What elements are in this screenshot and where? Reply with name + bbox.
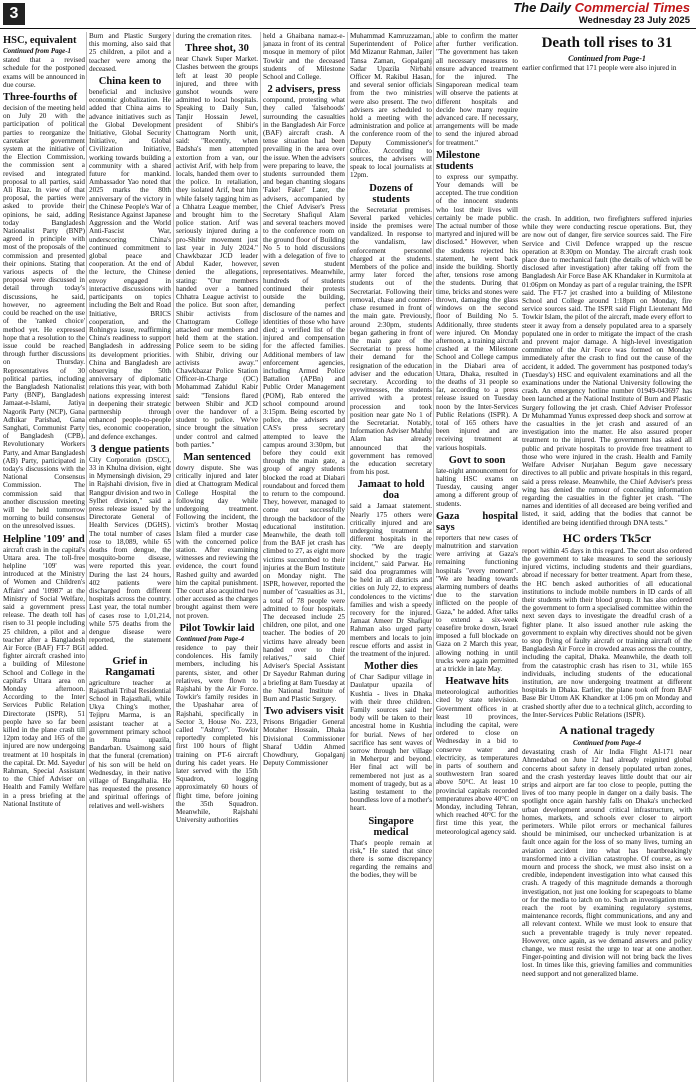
continued-label: Continued from Page-1 <box>3 47 72 55</box>
headline-man-sentenced: Man sentenced <box>183 451 251 463</box>
column-3 <box>176 32 258 1082</box>
wide-story <box>522 215 692 1080</box>
headline-milestone-students: Milestone students <box>436 149 480 172</box>
article-text: stated that a revised schedule for the postponed exams will be announced in due course. <box>3 56 85 89</box>
headline-china: China keen to <box>98 76 162 88</box>
column-4 <box>263 32 345 1082</box>
headline-mother-dies: Mother dies <box>364 661 418 673</box>
headline-govt-to-soon: Govt to soon <box>448 454 506 466</box>
headline-rangamati: Grief in Rangamati <box>105 655 155 678</box>
article-text: beneficial and inclusive economic globalization. He added that China aims to advance initiatives such as the Global Development Initiative, Global Security Initiative, and Global Civilization Initiative, working towards building a community with a shared future for mankind. Ambassador Yao noted that 2025 marks the 80th anniversary of the victory in the Chinese People's War of Resistance Against Japanese Aggression and the World Anti-Fascist War, underscoring China's continued commitment to global peace and cooperation. At the end of the lecture, the Chinese envoy engaged in interactive discussions with participants on topics including the Belt and Road Initiative, BRICS cooperation, and the Rohingya issue, reaffirming China's readiness to support Bangladesh in addressing its development priorities. China and Bangladesh are observing the 50th anniversary of diplomatic relations this year, with both nations expressing interest in deepening their strategic partnership through enhanced people-to-people ties, economic cooperation, and defence exchanges. <box>89 88 171 441</box>
continued-label: Continued from Page-1 <box>568 54 646 63</box>
article-text: reporters that new cases of malnutrition and starvation were arriving at Gaza's remaining functioning hospitals "every moment". "We are heading towards alarming numbers of deaths due to the starvation inflicted on the people of Gaza," he added. After talks to extend a six-week ceasefire broke down, Israel imposed a full blockade on Gaza on 2 March this year, allowing nothing in until trucks were again permitted at a trickle in late May. <box>436 533 518 674</box>
article-text: aircraft crash in the capital's Uttara area. The toll-free helpline '109' was introduced at the Ministry of Women and Children's Affairs' and '10987' at the Ministry of Social Welfare, said a government press release. The death toll has risen to 31 people including 25 children, a pilot and a teacher after a Bangladesh Air Force (BAF) FT-7 BGI fighter aircraft crashed into a building of Milestone School and College in the capital's Uttara area on Monday afternoon. According to the Inter Services Public Relation Directorate (ISPR), 51 people have so far been killed in the plane crash till 12pm today and 165 of the injured are now undergoing treatment at 10 hospitals in the capital. Dr. Md. Sayedur Rahman, Special Assistant to the Chief Adviser on Health and Family Welfare in a press briefing at the National Institute of <box>3 545 85 808</box>
headline-helpline: Helpline '109' and <box>3 533 85 545</box>
article-text: dowry dispute. She was critically injured and later died at Chattogram Medical College Hospital the following day while undergoing treatment. Following the incident, the victim's brother Mostaq Islam filed a murder case with the concerned police station. After examining witnesses and reviewing the evidence, the court found Rashed guilty and awarded him the capital punishment. The court also acquitted two other accused as the charges brought against them were not proven. <box>176 463 258 620</box>
article-text: of Char Sadipur village in Daulatpur upazila of Kushtia - lives in Dhaka with their three children. Family sources said her body will be taken to their ancestral home in Kushtia for burial. News of her sacrifice has sent waves of sorrow through her village in Meherpur and beyond. Her final act will be remembered not just as a moment of tragedy, but as a lasting testament to the boundless love of a mother's heart. <box>350 673 432 813</box>
column-divider <box>347 32 348 1082</box>
masthead <box>0 0 696 29</box>
headline-hsc: HSC, equivalent <box>3 35 77 46</box>
paper-name: Commercial Times <box>574 0 690 15</box>
headline-three-shot: Three shot, 30 <box>185 43 249 55</box>
article-text: Burn and Plastic Surgery this morning, also said that 25 children, a pilot and a teacher were among the deceased. <box>89 32 171 73</box>
headline-three-fourths: Three-fourths of <box>3 92 78 104</box>
article-text: said a Jamaat statement. Nearly 175 others were critically injured and are undergoing treatment at different hospitals in the city. "We are deeply shocked by the tragic incident," said Parwar. He said doa programmes will be held in all districts and cities on July 22, to express condolences to the victims' families and wish a speedy recovery for the injured. Jamaat Ameer Dr Shafiqur Rahman also urged party members and locals to join rescue efforts and assist in the treatment of the injured. <box>350 502 432 659</box>
top-story <box>522 32 692 72</box>
article-text: the crash. In addition, two firefighters suffered injuries while they were conducting rescue operations. But, they are now out of danger, fire service sources said. The Fire Service and Civil Defence wrapped up the rescue operation at 8:30pm on Monday. The aircraft crash took place due to mechanical fault (the details of which will be disclosed after investigation) after taking off from the Bangladesh Air Force Base AK Khandaker in Kurmitola at 01:06pm on Monday as part of a regular training, the ISPR said. The FT-7 jet crashed into a building of Milestone School and College around 1:18pm on Monday, fire service sources said. The ISPR said Flight Lieutenant Md Towkir Islam, the pilot of the aircraft, made every effort to steer it away from a densely populated area to a sparsely populated one in order to mitigate the impact of the crash and prevent major damage. A high-level investigation committee of the Air Force was formed on Monday immediately after the crash to find out the cause of the accident, it added. The government has postponed today's (Tuesday's) HSC and equivalent examinations and all the examinations under the National University following the crash. An emergency hotline number 01949-043697 has been launched at the National Institute of Burn and Plastic Surgery following the jet crash. Chief Adviser Professor Dr Muhammad Yunus expressed deep shock and sorrow at the casualties in the jet crash and assured of an investigation into the matter. He also assured proper treatment to the injured. The government has asked all public and private hospitals to provide free treatment to those who were injured in the crash. Health and Family Welfare Adviser Nurjahan Begum gave necessary directives to all public and private hospitals in this regard, said a press release. Meanwhile, the Chief Adviser's press wing has denied the rumour of concealing information regarding the casualties in the fighter jet crash. "The names and identities of all deceased are being verified and listed, it said, adding that the bodies that cannot be identified are being identified through DNA tests." <box>522 215 692 527</box>
column-divider <box>86 32 87 1082</box>
article-text: decision of the meeting held on July 20 with the participation of political parties to reorganize the caretaker government system at the initiative of the Election Commission, the commission sent a revised and integrated proposal to all parties, said Ali Riaz. In view of that proposal, the parties were asked to provide their opinions, he said, adding today Bangladesh Nationalist Party (BNP) agreed in principle with most of the proposals of the commission and presented their opinions. Stating that various aspects of the proposal were discussed in detail through today's discussions, he said, however, no agreement could be reached on the use of the 'ranked choice' method yet. He expressed hope that a resolution to the issue could be reached through further discussions on Thursday. Representatives of 30 political parties, including the Bangladesh Nationalist Party (BNP), Bangladesh Jamaat-e-Islami, Jatiya Nagorik Party (NCP), Gana Adhikar Parishad, Gana Sanghati, Communist Party of Bangladesh (CPB), Revolutionary Workers Party, and Amar Bangladesh (AB) Party, participated in today's discussions with the National Consensus Commission. The commission said that another discussion meeting will be held tomorrow morning to build consensus on the unresolved issues. <box>3 104 85 531</box>
headline-dengue: 3 dengue patients <box>90 443 170 455</box>
headline-dozens-students: Dozens of students <box>369 182 413 205</box>
column-2 <box>89 32 171 1082</box>
continued-label: Continued from Page-4 <box>176 634 245 643</box>
article-text: agriculture teacher at Rajasthali Tribal Residential School in Rajasthali, while Ukya Ching's mother, Tejipru Marma, is an assistant teacher at a government primary school in Ruma upazila, Bandarban. Usaimong said that the funeral (cremation) of his son will be held on Wednesday, in their native village of Bangalhalia. He has requested the presence and spiritual offerings of relatives and well-wishers <box>89 678 171 810</box>
headline-2-advisers: 2 advisers, press <box>267 84 341 96</box>
article-text: late-night announcement for halting HSC exams on Tuesday, causing anger among a different group of students. <box>436 466 518 508</box>
article-text: Muhammad Kamruzzaman, Superintendent of Police Md Mizanur Rahman, Jailer Tansa Zaman, Gopalganj Sadar Upazila Nirbahi Officer M. Rakibul Hasan, and several senior officials from the two ministries were also present. The two advisers are scheduled to hold a meeting with the administration and police at the conference room of the Deputy Commissioner's Office. According to sources, the advisers will speak to local journalists at 12pm. <box>350 32 432 180</box>
headline-two-advisers-visit: Two advisers visit <box>264 706 344 718</box>
column-6 <box>436 32 518 1082</box>
article-text: report within 45 days in this regard. The court also ordered the government to take measures to send the seriously injured victims, including students and their guardians, abroad if necessary for better treatment. Apart from these, the HC bench asked authorities of all educational institutions to include mobile numbers in ID cards of all their students with their blood group. It has also ordered the government to form a specialised committee within the next seven days to investigate the dreadful crash of a fighter plane. It also issued another rule asking the government to explain why directives should not be given to stop flying of faulty aircraft or training aircraft of the Bangladesh Air Force in crowded areas across the country, including the capital, Dhaka. Meanwhile, the death toll from the catastrophic crash has risen to 31, while 165 individuals, including students of the educational institution, are now undergoing treatment at different hospitals in Dhaka. Earlier, the plane took off from BAF Base Bir Uttom AK Khandker at 1:06 pm on Monday and crashed shortly after due to a technical glitch, according to the Inter-Services Public Relations (ISPR). <box>522 546 692 719</box>
article-text: City Corporation (DSCC), 33 in Khulna division, eight in Mymensingh division, 29 in Rajshahi division, five in Rangpur division and two in Sylhet division," said a press release issued by the Directorate General of Health Services (DGHS). The total number of cases rose to 18,089, while 65 deaths from dengue, the mosquito-borne disease, were reported this year. During the last 24 hours, 402 patients were discharged from different hospitals across the country. Last year, the total number of cases rose to 1,01,214, while 575 deaths from the dengue disease were reported, the statement added. <box>89 455 171 653</box>
paper-brand <box>513 1 690 27</box>
column-divider <box>260 32 261 1082</box>
article-text: meteorological authorities cited by state television. Government offices in at least 10 provinces, including the capital, were ordered to close on Wednesday in a bid to conserve water and electricity, as temperatures in parts of southern and southwestern Iran soared above 50°C. At least 10 provincial capitals recorded temperatures above 40°C on Monday, including Tehran, which reached 40°C for the first time this year, the meteorological agency said. <box>436 688 518 836</box>
article-text: the Secretariat premises. Several parked vehicles inside the premises were vandalized. In response to the vandalism, law enforcement personnel charged at the students. Members of the police and army later forced the students out of the Secretariat. Following their removal, chase and counter-chase resumed in front of the main gate. Previously, around 2:30pm, students began gathering in front of the main gate of the Secretariat to press home their demand for the resignation of the education adviser and the education secretary. According to eyewitnesses, the students arrived with a protest procession and took position near gate No 1 of the Secretariat. Notably, Information Adviser Mahfuj Alam has already announced that the government has removed the education secretary from his post. <box>350 205 432 477</box>
column-5 <box>350 32 432 1082</box>
column-divider <box>433 32 434 1082</box>
article-text: That's people remain at risk," He stated that since there is some discrepancy regarding the remains and the bodies, they will be <box>350 838 432 880</box>
page-number: 3 <box>3 3 25 25</box>
article-text: devastating crash of Air India Flight AI-171 near Ahmedabad on June 12 had already reignited global concerns about safety in densely populated urban zones, and the crash yesterday leaves little doubt that our air strips and airport are far too close to people, putting the lives of too many people in danger on a daily basis. The spotlight once again harshly falls on Dhaka's unchecked urban development around critical infrastructure, with homes, markets, and schools ever closer to airport perimeters. While pilot errors or mechanical failures should be minimised, our unchecked urbanization is at fault once again for the loss of so many lives, turning an aviation accident into what has heartbreakingly transformed into a civilian catastrophe. Of course, as we mourn and process the shock, we must also insist on a credible, independent investigation into what caused this crash. A tragedy of this magnitude demands a thorough investigation, not just one looking for scapegoats to blame or for the media to latch on to. Such an investigation must reach the root by examining regulatory systems, maintenance records, flight communications, and any and all relevant context. While we must look to ensure that such a preventable tragedy is truly never repeated. However, once again, as we demand answers and policy change, we must resist the urge to tear at one another. Finger-pointing and division will not bring back the lives lost. In times like this, grieving families and communities need support and not generalized blame. <box>522 748 692 978</box>
continued-label: Continued from Page-4 <box>572 738 642 747</box>
headline-hc-orders: HC orders Tk5cr <box>562 530 652 545</box>
article-text: during the cremation rites. <box>176 32 252 40</box>
article-text: near Chawk Super Market. Clashes between the groups left at least 30 people injured, and three with gunshot wounds were admitted to local hospitals. Speaking to Daily Sun, Tanjir Hossain Jewel, president of Shibir's Chattogram North unit, said: "Recently, when Badsha's men attempted extortion from a van, our activist Arif, with help from locals, handed them over to the police. In retaliation, they isolated Arif, beat him while falsely tagging him as a Chhatra League member, and brought him to the police station. Arif was seriously injured during a pro-Shibir movement just last year in July 2024." Chawkbazar JCD leader Abdul Kader, however, denied the allegations, stating: "Our members handed over a banned Chhatra League activist to the police. But soon after, Shibir activists from Chattogram College attacked our members and held them at the station. Police seem to be siding with Shibir, driving our activists away." Chawkbazar Police Station Officer-in-Charge (OC) Mohammad Zahidul Kabir said: "Tensions flared between Shibir and JCD over the handover of a student to police. We've since brought the situation under control and calmed both parties." <box>176 55 258 449</box>
column-1 <box>3 32 85 1082</box>
headline-jamaat-doa: Jamaat to hold doa <box>357 479 425 502</box>
paper-title <box>513 1 690 15</box>
headline-national-tragedy: A national tragedy <box>559 722 655 737</box>
article-text: Prisons Brigadier General Motaher Hossain, Dhaka Divisional Commissioner Sharaf Uddin Ahmed Chowdhury, Gopalganj Deputy Commissioner <box>263 718 345 768</box>
headline-heatwave: Heatwave hits <box>445 676 509 688</box>
headline-pilot-towkir: Pilot Towkir laid <box>179 622 255 634</box>
article-text: able to confirm the matter after further verification. "The government has taken all necessary measures to ensure advanced treatment for the injured. The Singaporean medical team will observe the patients at different hospitals and decide how many require advanced care. If necessary, arrangements will be made to send the injured abroad for treatment." <box>436 32 518 147</box>
headline-gaza-hospital: Gaza hospital says <box>436 510 518 533</box>
issue-date: Wednesday 23 July 2025 <box>578 15 690 26</box>
headline-death-toll: Death toll rises to 31 <box>541 35 673 51</box>
article-text: compound, protesting what they called 'falsehoods' surrounding the casualties in the Bangladesh Air Force (BAF) aircraft crash. A tense situation had been prevailing in the area over the issue. When the advisers were preparing to leave, the students surrounded them and began chanting slogans 'Fake! Fake!' Later, the advisers, accompanied by the Chief Adviser's Press Secretary Shafiqul Alam and several teachers moved to the conference room on the ground floor of Building No 5 to hold discussions with a delegation of five to seven student representatives. Meanwhile, hundreds of students continued their protests outside the building, demanding perfect disclosure of the names and identities of those who have died; a verified list of the injured and compensation for the affected families. Additional members of law enforcement agencies, including Armed Police Battalion (APBn) and Public Order Management (POM), Rab entered the school compound around 3:15pm. Being escorted by police, the advisers and CAS's press secretary attempted to leave the campus around 3:30pm, but before they could exit through the main gate, a group of angry students blocked the road at Diabari roundabout and forced them to return to the compound. They, however, managed to come out successfully through the backdoor of the educational institution. Meanwhile, the death toll from the BAF jet crash has climbed to 27, as eight more victims succumbed to their injuries at the Burn Institute on Monday night. The ISPR, however, reported the number of "casualties as 31, a total of 78 people were admitted to four hospitals. The deceased include 25 children, one pilot, and one teacher. The bodies of 20 victims have already been handed over to their relatives," said Chief Adviser's Special Assistant Dr Sayedur Rahman during a briefing at 8am Tuesday at the National Institute of Burn and Plastic Surgery. <box>263 96 345 704</box>
headline-singapore-medical: Singapore medical <box>368 815 414 838</box>
article-text: held a Ghaibana namaz-e-janaza in front of its central mosque in memory of pilot Towkir and the deceased students of Milestone School and College. <box>263 32 345 82</box>
article-text: residence to pay their condolences. His family members, including his parents, sister, and other relatives, were flown to Rajshahi by the Air Force. Towkir's family resides in the Upashahar area of Rajshahi, specifically in Sector 3, House No. 223, called "Ashroy". Towkir reportedly completed his first 100 hours of flight training on PT-6 aircraft during his cadet years. He later served with the 15th Squadron, logging approximately 60 hours of flight time, before joining the 35th Squadron. Meanwhile, Rajshahi University authorities <box>176 644 258 825</box>
article-text: to express our sympathy. Your demands will be accepted. The true condition of the innocent students who lost their lives will certainly be made public. The actual number of those martyred and injured will be disclosed." However, when the students rejected his statement, he went back inside the building. Shortly after, tensions rose among the students. During that time, bricks and stones were thrown, damaging the glass windows on the second floor of Building No 5. Additionally, three students were injured. On Monday afternoon, a training aircraft crashed at the Milestone School and College campus in the Diabari area of Uttara, Dhaka, resulted in the deaths of 31 people so far, according to a press release issued on Tuesday noon by the Inter-Services Public Relations (ISPR). A total of 165 others have been injured and are receiving treatment at various hospitals. <box>436 172 518 452</box>
article-text: earlier confirmed that 171 people were also injured in <box>522 64 677 72</box>
column-divider <box>173 32 174 1082</box>
paper-prefix: The Daily <box>513 0 571 15</box>
